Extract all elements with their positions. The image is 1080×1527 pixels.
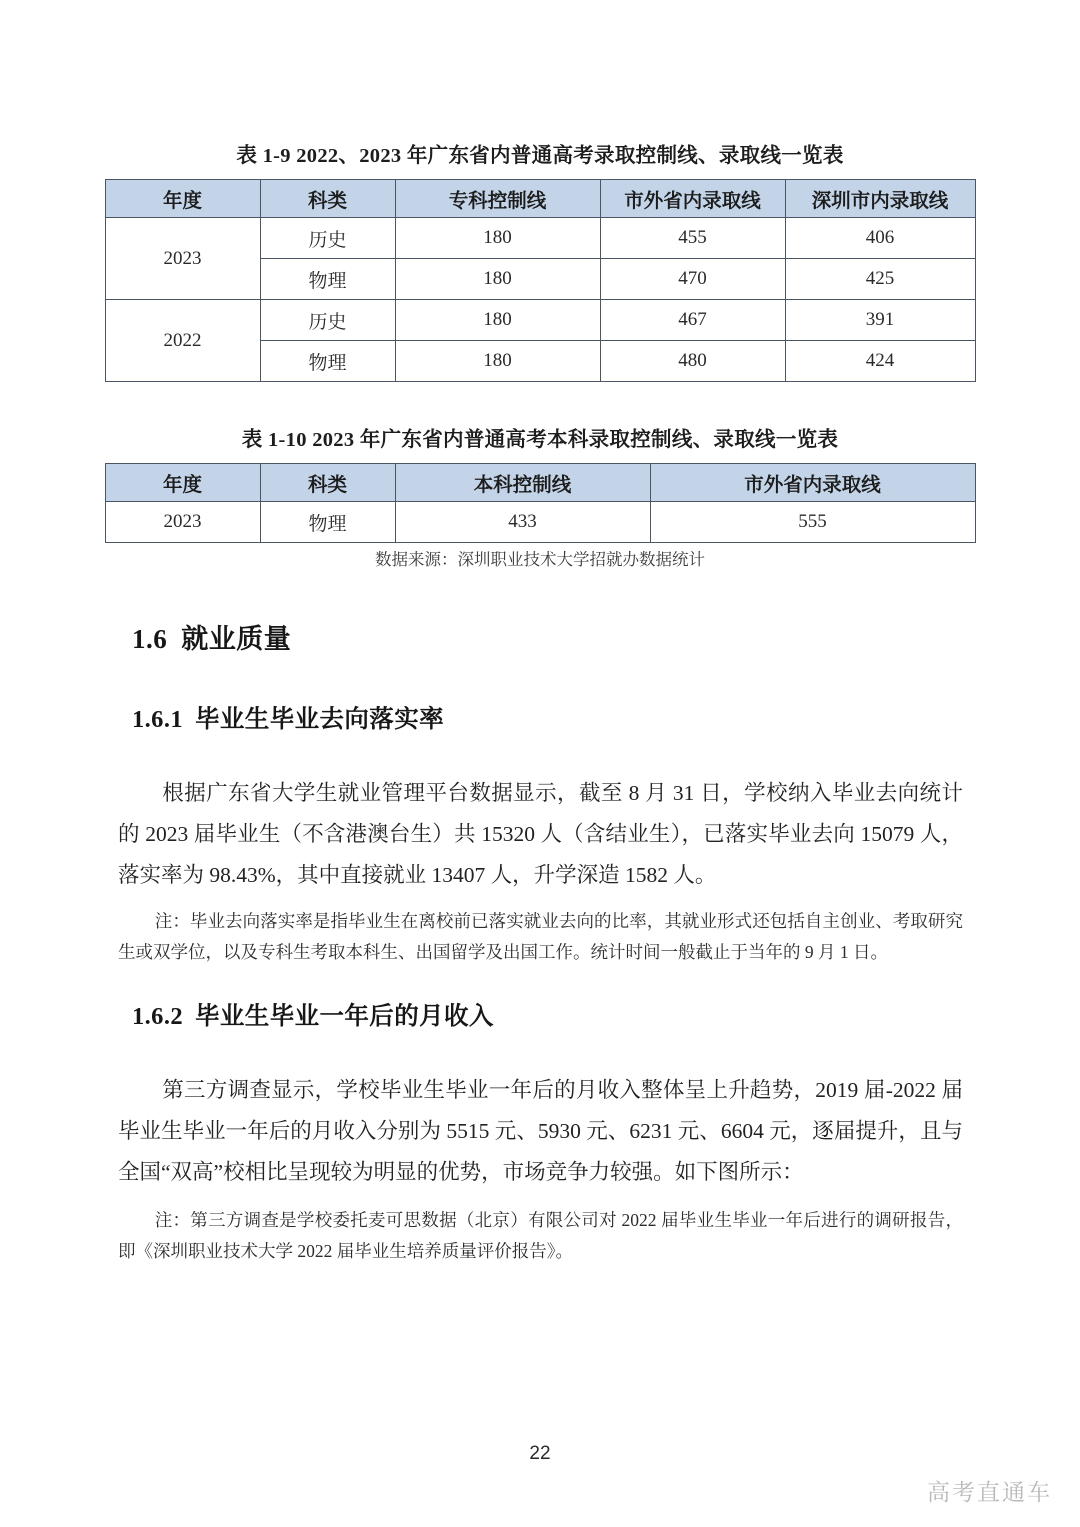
table-cell: 物理 — [260, 502, 395, 543]
heading-1-6-1 — [132, 700, 444, 735]
heading-1-6-2-title: 毕业生毕业一年后的月收入 — [195, 1003, 494, 1030]
table-caption-1-10: 表 1-10 2023 年广东省内普通高考本科录取控制线、录取线一览表 — [241, 429, 839, 451]
year-cell: 2023 — [105, 218, 260, 300]
table-cell: 180 — [395, 259, 600, 300]
year-cell: 2023 — [105, 502, 260, 543]
table-cell: 433 — [395, 502, 650, 543]
table-cell: 406 — [785, 218, 975, 259]
table-cell: 物理 — [260, 341, 395, 382]
column-header: 年度 — [105, 180, 260, 218]
table-cell: 历史 — [260, 300, 395, 341]
column-header: 市外省内录取线 — [650, 464, 975, 502]
table-caption-1-9: 表 1-9 2022、2023 年广东省内普通高考录取控制线、录取线一览表 — [236, 145, 844, 167]
column-header: 专科控制线 — [395, 180, 600, 218]
table-row — [105, 218, 975, 259]
table-cell: 180 — [395, 218, 600, 259]
table-row — [105, 502, 975, 543]
year-cell: 2022 — [105, 300, 260, 382]
table-cell: 180 — [395, 300, 600, 341]
column-header: 深圳市内录取线 — [785, 180, 975, 218]
heading-1-6-1-title: 毕业生毕业去向落实率 — [195, 706, 444, 733]
heading-1-6 — [132, 617, 291, 656]
table-cell: 391 — [785, 300, 975, 341]
column-header: 科类 — [260, 464, 395, 502]
data-source-note: 数据来源：深圳职业技术大学招就办数据统计 — [375, 550, 705, 569]
table-cell: 425 — [785, 259, 975, 300]
table-cell: 467 — [600, 300, 785, 341]
table-block-1-9 — [0, 138, 1080, 382]
heading-1-6-2 — [132, 997, 494, 1032]
column-header: 本科控制线 — [395, 464, 650, 502]
table-header-row — [105, 464, 975, 502]
table-cell: 470 — [600, 259, 785, 300]
table-cell: 480 — [600, 341, 785, 382]
table-cell: 历史 — [260, 218, 395, 259]
column-header: 年度 — [105, 464, 260, 502]
table-header-row — [105, 180, 975, 218]
note-1-6-1: 注：毕业去向落实率是指毕业生在离校前已落实就业去向的比率，其就业形式还包括自主创业、考取研究生或双学位，以及专科生考取本科生、出国留学及出国工作。统计时间一般截止于当年的 9 月 1 日。 — [118, 911, 963, 962]
watermark-label: 高考直通车 — [927, 1480, 1052, 1506]
note-1-6-2: 注：第三方调查是学校委托麦可思数据（北京）有限公司对 2022 届毕业生毕业一年后进行的调研报告，即《深圳职业技术大学 2022 届毕业生培养质量评价报告》。 — [118, 1210, 963, 1261]
table-row — [105, 300, 975, 341]
heading-1-6-title: 就业质量 — [181, 624, 292, 654]
paragraph-1-6-2: 第三方调查显示，学校毕业生毕业一年后的月收入整体呈上升趋势，2019 届-2022 届毕业生毕业一年后的月收入分别为 5515 元、5930 元、6231 元、6604 元，逐届提升，且与全国“双高”校相比呈现较为明显的优势，市场竞争力较强。如下图所示： — [118, 1078, 963, 1184]
table-1-10 — [105, 463, 976, 543]
column-header: 市外省内录取线 — [600, 180, 785, 218]
table-block-1-10 — [0, 422, 1080, 543]
heading-1-6-1-number: 1.6.1 — [132, 706, 183, 733]
page-number: 22 — [529, 1443, 551, 1464]
table-cell: 455 — [600, 218, 785, 259]
table-cell: 物理 — [260, 259, 395, 300]
table-cell: 424 — [785, 341, 975, 382]
column-header: 科类 — [260, 180, 395, 218]
heading-1-6-2-number: 1.6.2 — [132, 1003, 183, 1030]
heading-1-6-number: 1.6 — [132, 624, 168, 654]
paragraph-1-6-1: 根据广东省大学生就业管理平台数据显示，截至 8 月 31 日，学校纳入毕业去向统计的 2023 届毕业生（不含港澳台生）共 15320 人（含结业生），已落实毕业去向 15079 人，落实率为 98.43%，其中直接就业 13407 人，升学深造 1582 人。 — [118, 781, 963, 887]
table-cell: 555 — [650, 502, 975, 543]
table-cell: 180 — [395, 341, 600, 382]
table-1-9 — [105, 179, 976, 382]
